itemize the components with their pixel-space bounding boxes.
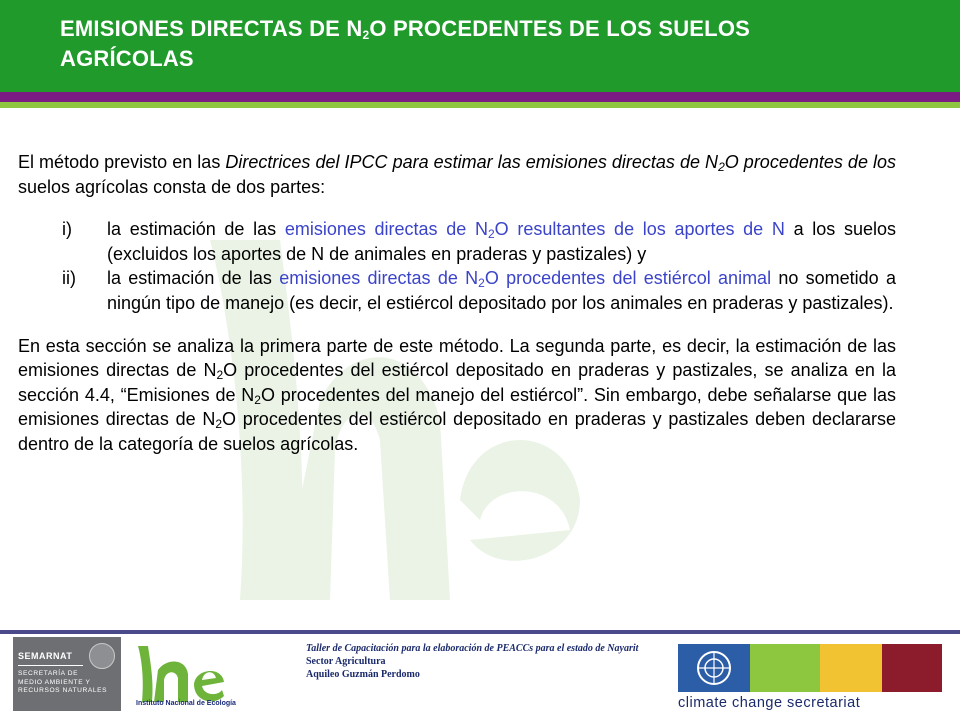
un-emblem-icon [678, 644, 750, 692]
ine-caption: Instituto Nacional de Ecología [136, 700, 236, 707]
list-item: ii) la estimación de las emisiones directas de $N_2O$ procedentes del estiércol animal no sometido a ningún tipo de manejo (es decir, el estiércol depositado por los animales en praderas y pastizales). [62, 268, 896, 313]
intro-paragraph: El método previsto en las Directrices del IPCC para estimar las emisiones directas de $N_2O$ procedentes de los suelos agrícolas consta de dos partes: [18, 152, 897, 197]
closing-paragraph: En esta sección se analiza la primera parte de este método. La segunda parte, es decir, la estimación de las emisiones directas de $N_2O$ procedentes del estiércol depositado en praderas y pastizales, se analiza en la sección 4.4, “Emisiones de $N_2O$ procedentes del manejo del estiércol”. Sin embargo, debe señalarse que las emisiones directas de $N_2O$ procedentes del estiércol depositado en praderas y pastizales deben declararse dentro de la categoría de suelos agrícolas. [18, 335, 896, 454]
header-stripe-purple [0, 92, 960, 102]
mexico-seal-icon [89, 643, 115, 669]
main-content [18, 150, 896, 457]
list-item: i) la estimación de las emisiones directas de $N_2O$ resultantes de los aportes de N a los suelos (excluidos los aportes de N de animales en praderas y pastizales) y [62, 219, 896, 264]
climate-change-secretariat-logo: climate change secretariat [678, 644, 942, 714]
list-number: ii) [62, 268, 76, 289]
header-stripe-lime [0, 102, 960, 108]
semarnat-logo: SEMARNAT SECRETARÍA DE MEDIO AMBIENTE Y RECURSOS NATURALES [13, 637, 121, 711]
parts-list [18, 217, 896, 315]
footer-credits: Taller de Capacitación para la elaboración de PEACCs para el estado de Nayarit Sector Agricultura Aquileo Guzmán Perdomo [306, 643, 639, 680]
page-title: EMISIONES DIRECTAS DE $N_2O$ PROCEDENTES DE LOS SUELOS AGRÍCOLAS [60, 16, 751, 71]
list-number: i) [62, 219, 72, 240]
header-bar [0, 0, 960, 92]
footer-divider [0, 630, 960, 634]
